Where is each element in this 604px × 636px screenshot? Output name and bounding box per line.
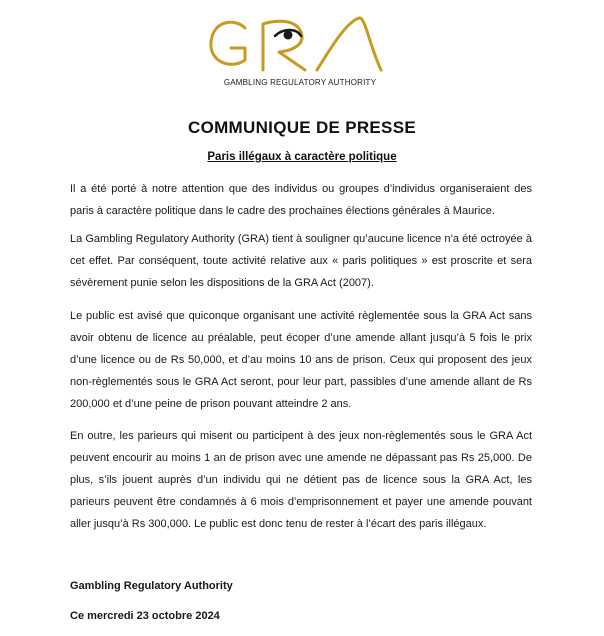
gra-logo xyxy=(205,14,395,92)
page-title: COMMUNIQUE DE PRESSE xyxy=(188,118,416,137)
paragraph: La Gambling Regulatory Authority (GRA) tient à souligner qu’aucune licence n’a été octroyée à cet effet. Par conséquent, toute activité relative aux « paris politiques » est proscrite et sera sévèrement punie selon les dispositions de la GRA Act (2007). xyxy=(70,233,532,289)
signature-organization: Gambling Regulatory Authority xyxy=(70,580,233,592)
paragraph: Il a été porté à notre attention que des individus ou groupes d’individus organiseraient des paris à caractère politique dans le cadre des prochaines élections générales à Maurice. xyxy=(70,183,532,217)
page-subtitle: Paris illégaux à caractère politique xyxy=(207,151,397,163)
paragraph: En outre, les parieurs qui misent ou participent à des jeux non-règlementés sous le GRA Act peuvent encourir au moins 1 an de prison avec une amende ne dépassant pas Rs 25,000. De plus, s’ils jouent auprès d’un individu qui ne détient pas de licence sous la GRA Act, les parieurs peuvent être condamnés à 6 mois d’emprisonnement et payer une amende pouvant aller jusqu’à Rs 300,000. Le public est donc tenu de rester à l’écart des paris illégaux. xyxy=(70,430,532,530)
paragraph: Le public est avisé que quiconque organisant une activité règlementée sous la GRA Act sans avoir obtenu de licence au préalable, peut écoper d’une amende allant jusqu’à 5 fois le prix d’une licence ou de Rs 50,000, et d’au moins 10 ans de prison. Ceux qui proposent des jeux non-règlementés sous le GRA Act seront, pour leur part, passibles d’une amende allant de Rs 200,000 et d’une peine de prison pouvant atteindre 2 ans. xyxy=(70,310,532,410)
signature-date: Ce mercredi 23 octobre 2024 xyxy=(70,610,220,622)
gra-eye-logo-icon xyxy=(205,14,395,76)
logo-subtitle: GAMBLING REGULATORY AUTHORITY xyxy=(223,78,377,87)
